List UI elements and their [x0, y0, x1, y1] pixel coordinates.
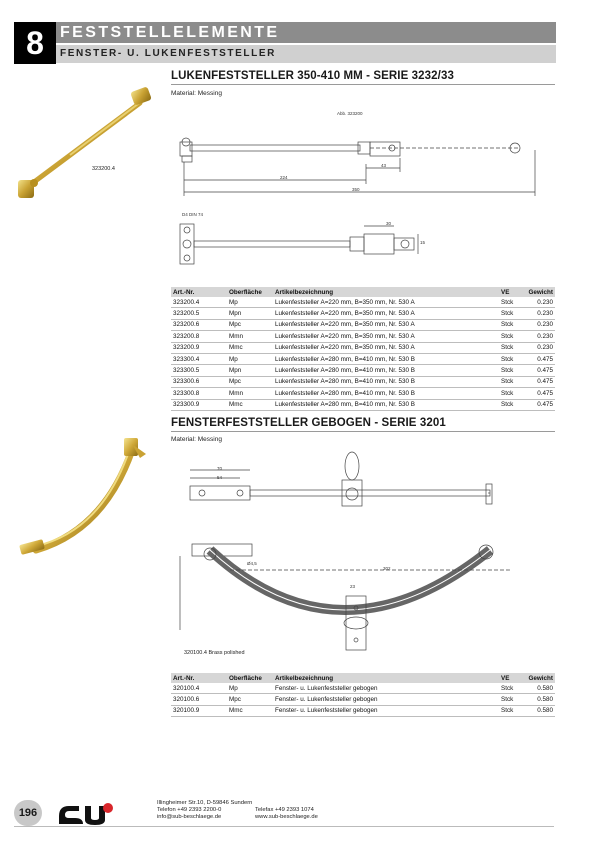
cell-ve: Stck	[499, 308, 525, 319]
footer-email[interactable]: info@sub-beschlaege.de	[157, 814, 222, 820]
table-row	[171, 365, 555, 376]
cell-ve: Stck	[499, 342, 525, 353]
cell-artikelbezeichnung: Lukenfeststeller A=220 mm, B=350 mm, Nr. 530 A	[273, 319, 499, 330]
cell-oberflaeche: Mp	[227, 353, 273, 364]
cell-ve: Stck	[499, 365, 525, 376]
cell-gewicht: 0.230	[525, 297, 555, 308]
cell-ve: Stck	[499, 353, 525, 364]
cell-oberflaeche: Mpc	[227, 319, 273, 330]
cell-art-nr: 323300.6	[171, 376, 227, 387]
table-row	[171, 376, 555, 387]
cell-art-nr: 320100.9	[171, 705, 227, 716]
col-artikelbezeichnung: Artikelbezeichnung	[273, 287, 499, 297]
dim-label-d5: 15	[420, 240, 426, 245]
cell-gewicht: 0.475	[525, 399, 555, 410]
cell-ve: Stck	[499, 388, 525, 399]
cell-artikelbezeichnung: Lukenfeststeller A=280 mm, B=410 mm, Nr. 530 B	[273, 388, 499, 399]
table-row	[171, 388, 555, 399]
cell-ve: Stck	[499, 399, 525, 410]
section-rule-2	[171, 431, 555, 432]
section-title-2: FENSTERFESTSTELLER GEBOGEN - SERIE 3201	[171, 417, 446, 429]
footer-address: Illingheimer Str.10, D-59846 Sundern	[157, 800, 253, 806]
cell-oberflaeche: Mpc	[227, 694, 273, 705]
table-row	[171, 308, 555, 319]
cell-art-nr: 320100.6	[171, 694, 227, 705]
dim-label-a: 70	[217, 466, 223, 471]
cell-art-nr: 323200.8	[171, 331, 227, 342]
dim-label-e: Ø4,5	[247, 561, 257, 566]
cell-oberflaeche: Mp	[227, 297, 273, 308]
table-row	[171, 342, 555, 353]
dim-label-d3: 350	[352, 187, 360, 192]
photo-caption-2: 320100.4 Brass polished	[184, 650, 245, 656]
table-row	[171, 399, 555, 410]
cell-ve: Stck	[499, 705, 525, 716]
cell-art-nr: 320100.4	[171, 683, 227, 694]
table-row	[171, 694, 555, 705]
footer-phone: Telefon +49 2393 2200-0	[157, 807, 222, 813]
cell-oberflaeche: Mmc	[227, 342, 273, 353]
col-ve: VE	[499, 673, 525, 683]
dim-label-c: 302	[383, 566, 391, 571]
dim-label-d4: 30	[386, 221, 392, 226]
col-art-nr: Art.-Nr.	[171, 673, 227, 683]
cell-artikelbezeichnung: Lukenfeststeller A=280 mm, B=410 mm, Nr. 530 B	[273, 376, 499, 387]
cell-ve: Stck	[499, 319, 525, 330]
cell-ve: Stck	[499, 694, 525, 705]
dim-label-d: 23	[350, 584, 356, 589]
cell-gewicht: 0.475	[525, 365, 555, 376]
cell-gewicht: 0.230	[525, 331, 555, 342]
col-oberflaeche: Oberfläche	[227, 673, 273, 683]
cell-oberflaeche: Mpc	[227, 376, 273, 387]
cell-gewicht: 0.580	[525, 705, 555, 716]
cell-artikelbezeichnung: Lukenfeststeller A=280 mm, B=410 mm, Nr. 530 B	[273, 399, 499, 410]
cell-art-nr: 323200.9	[171, 342, 227, 353]
cell-art-nr: 323200.6	[171, 319, 227, 330]
cell-ve: Stck	[499, 376, 525, 387]
cell-oberflaeche: Mpn	[227, 365, 273, 376]
cell-ve: Stck	[499, 297, 525, 308]
col-ve: VE	[499, 287, 525, 297]
table-row	[171, 705, 555, 716]
table-row	[171, 319, 555, 330]
technical-drawing-1	[170, 120, 550, 280]
dim-label-hole: D4 DIN 74	[182, 212, 204, 217]
sub-logo	[55, 798, 117, 826]
drawing-label-1: Abb. 323200	[337, 111, 363, 116]
cell-oberflaeche: Mmn	[227, 388, 273, 399]
cell-oberflaeche: Mmn	[227, 331, 273, 342]
cell-artikelbezeichnung: Fenster- u. Lukenfeststeller gebogen	[273, 705, 499, 716]
table-row	[171, 683, 555, 694]
cell-artikelbezeichnung: Lukenfeststeller A=220 mm, B=350 mm, Nr. 530 A	[273, 297, 499, 308]
cell-oberflaeche: Mmc	[227, 705, 273, 716]
cell-art-nr: 323200.5	[171, 308, 227, 319]
cell-oberflaeche: Mp	[227, 683, 273, 694]
col-artikelbezeichnung: Artikelbezeichnung	[273, 673, 499, 683]
cell-artikelbezeichnung: Fenster- u. Lukenfeststeller gebogen	[273, 683, 499, 694]
cell-artikelbezeichnung: Lukenfeststeller A=280 mm, B=410 mm, Nr. 530 B	[273, 353, 499, 364]
technical-drawing-2	[170, 440, 555, 660]
cell-artikelbezeichnung: Lukenfeststeller A=220 mm, B=350 mm, Nr. 530 A	[273, 331, 499, 342]
table-row	[171, 353, 555, 364]
section-title-1: LUKENFESTSTELLER 350-410 MM - SERIE 3232/33	[171, 70, 454, 82]
cell-art-nr: 323300.9	[171, 399, 227, 410]
cell-ve: Stck	[499, 331, 525, 342]
section-rule-1	[171, 84, 555, 85]
cell-gewicht: 0.230	[525, 342, 555, 353]
dim-label-d1: 43	[381, 163, 387, 168]
chapter-number: 8	[14, 22, 56, 64]
product-table-2	[171, 673, 555, 717]
dim-label-b: 54	[217, 475, 223, 480]
cell-artikelbezeichnung: Lukenfeststeller A=220 mm, B=350 mm, Nr. 530 A	[273, 342, 499, 353]
table-row	[171, 297, 555, 308]
product-photo-2	[14, 430, 159, 565]
chapter-subtitle: FENSTER- U. LUKENFESTSTELLER	[56, 45, 556, 63]
cell-gewicht: 0.230	[525, 308, 555, 319]
cell-gewicht: 0.475	[525, 388, 555, 399]
cell-artikelbezeichnung: Fenster- u. Lukenfeststeller gebogen	[273, 694, 499, 705]
material-label-1: Material: Messing	[171, 90, 222, 97]
chapter-title: FESTSTELLELEMENTE	[56, 22, 556, 43]
photo-label-1: 323200.4	[92, 166, 115, 172]
page-number: 196	[14, 800, 42, 826]
cell-gewicht: 0.580	[525, 683, 555, 694]
table-row	[171, 331, 555, 342]
cell-gewicht: 0.475	[525, 376, 555, 387]
footer-website[interactable]: www.sub-beschlaege.de	[255, 814, 318, 820]
cell-art-nr: 323200.4	[171, 297, 227, 308]
material-label-2: Material: Messing	[171, 436, 222, 443]
cell-gewicht: 0.475	[525, 353, 555, 364]
cell-gewicht: 0.580	[525, 694, 555, 705]
cell-artikelbezeichnung: Lukenfeststeller A=220 mm, B=350 mm, Nr. 530 A	[273, 308, 499, 319]
product-table-1	[171, 287, 555, 411]
table-header-row	[171, 287, 555, 297]
cell-artikelbezeichnung: Lukenfeststeller A=280 mm, B=410 mm, Nr. 530 B	[273, 365, 499, 376]
dim-label-d2: 224	[280, 175, 288, 180]
footer-rule	[14, 826, 554, 827]
cell-ve: Stck	[499, 683, 525, 694]
product-photo-1	[10, 85, 160, 205]
cell-art-nr: 323300.8	[171, 388, 227, 399]
col-oberflaeche: Oberfläche	[227, 287, 273, 297]
cell-oberflaeche: Mpn	[227, 308, 273, 319]
cell-oberflaeche: Mmc	[227, 399, 273, 410]
col-gewicht: Gewicht	[525, 673, 555, 683]
table-header-row	[171, 673, 555, 683]
footer-fax: Telefax +49 2393 1074	[255, 807, 314, 813]
cell-art-nr: 323300.5	[171, 365, 227, 376]
col-art-nr: Art.-Nr.	[171, 287, 227, 297]
col-gewicht: Gewicht	[525, 287, 555, 297]
cell-art-nr: 323300.4	[171, 353, 227, 364]
cell-gewicht: 0.230	[525, 319, 555, 330]
